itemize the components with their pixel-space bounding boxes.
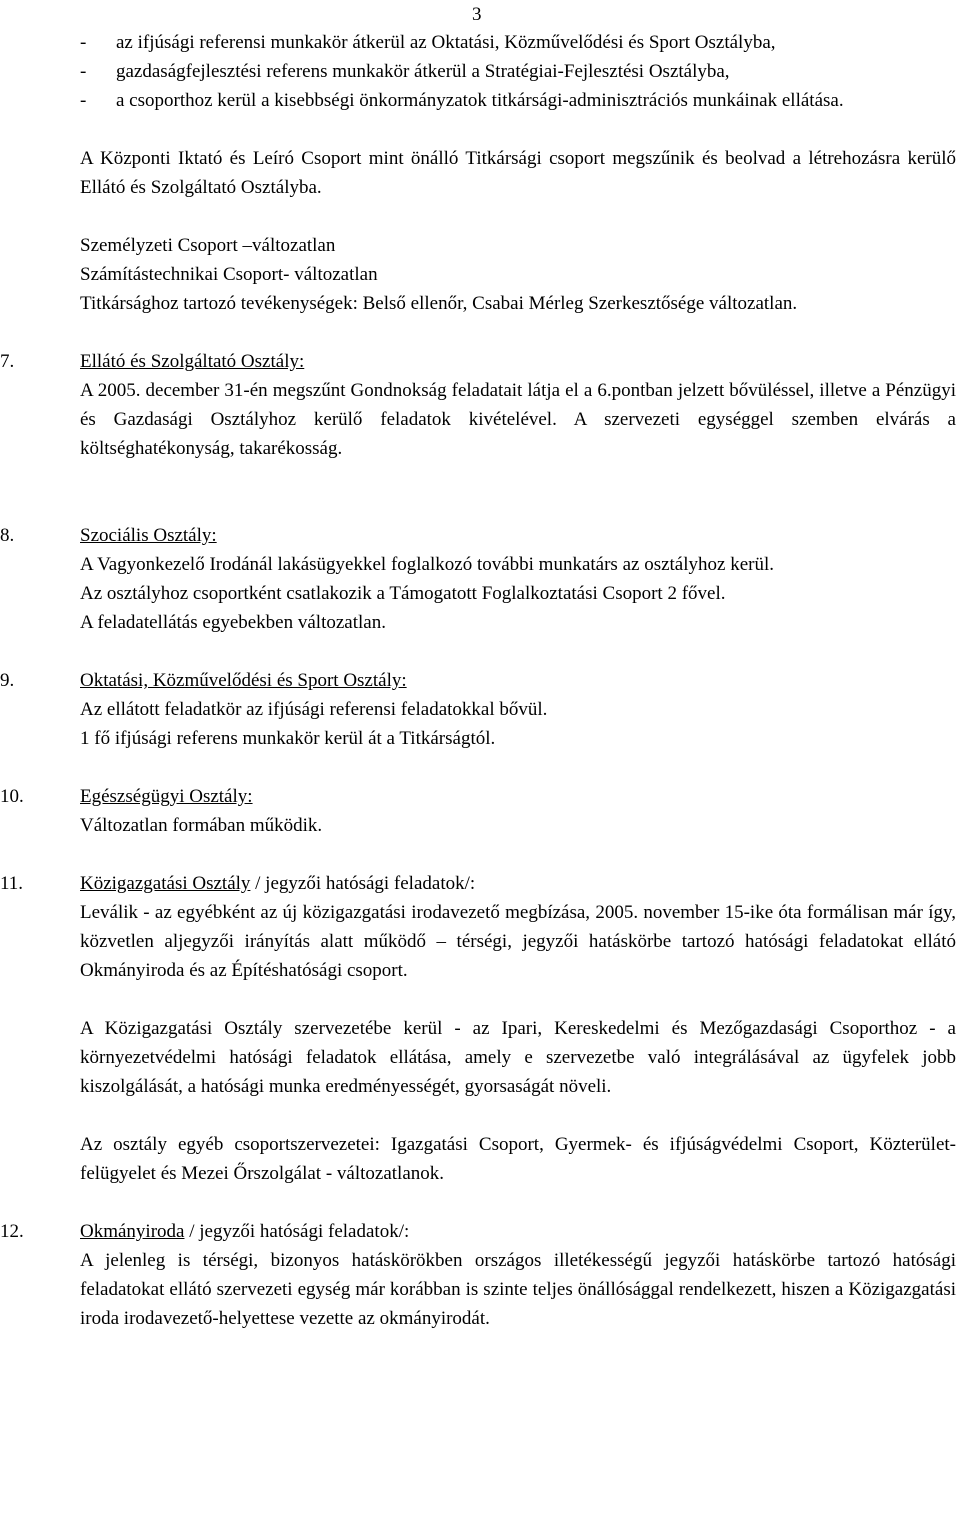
section-heading: Közigazgatási Osztály (80, 873, 251, 894)
section-paragraph: Az osztály egyéb csoportszervezetei: Igazgatási Csoport, Gyermek- és ifjúságvédelmi Csoport, Közterület-felügyelet és Mezei Őrszolgálat - változatlanok. (80, 1134, 956, 1184)
list-item-text: gazdaságfejlesztési referens munkakör átkerül a Stratégiai-Fejlesztési Osztályba, (116, 61, 730, 82)
status-szemelyzeti: Személyzeti Csoport –változatlan (80, 235, 336, 256)
list-item-text: az ifjúsági referensi munkakör átkerül az Oktatási, Közművelődési és Sport Osztályba, (116, 32, 776, 53)
page-number: 3 (472, 4, 482, 25)
section-number: 10. (0, 786, 24, 807)
section-line: Az ellátott feladatkör az ifjúsági referensi feladatokkal bővül. (80, 699, 548, 720)
section-line: Változatlan formában működik. (80, 815, 323, 836)
document-body (0, 28, 956, 1333)
status-titkarsag: Titkársághoz tartozó tevékenységek: Belső ellenőr, Csabai Mérleg Szerkesztősége változatlan. (80, 293, 798, 314)
section-12 (0, 1217, 956, 1333)
section-heading-line (80, 1217, 956, 1246)
section-heading: Egészségügyi Osztály: (80, 786, 253, 807)
paragraph-kozponti: A Központi Iktató és Leíró Csoport mint önálló Titkársági csoport megszűnik és beolvad a létrehozásra kerülő Ellátó és Szolgáltató Osztályba. (80, 148, 956, 198)
section-heading: Ellátó és Szolgáltató Osztály: (80, 351, 305, 372)
section-heading-suffix: / jegyzői hatósági feladatok/: (250, 873, 476, 894)
list-item (80, 57, 956, 86)
section-number: 11. (0, 873, 24, 894)
section-heading-suffix: / jegyzői hatósági feladatok/: (184, 1221, 410, 1242)
section-paragraph: Leválik - az egyébként az új közigazgatási irodavezető megbízása, 2005. november 15-ike óta formálisan már így, közvetlen aljegyzői irányítás alatt működő – térségi, jegyzői hatáskörbe tartozó hatósági feladatokat ellátó Okmányiroda és az Építéshatósági csoport. (80, 902, 956, 981)
section-line: 1 fő ifjúsági referens munkakör kerül át a Titkárságtól. (80, 728, 496, 749)
list-item (80, 86, 956, 115)
section-8 (0, 521, 956, 637)
status-block (80, 231, 956, 318)
section-heading: Okmányiroda (80, 1221, 185, 1242)
section-number: 12. (0, 1221, 24, 1242)
list-item-text: a csoporthoz kerül a kisebbségi önkormányzatok titkársági-adminisztrációs munkáinak ellátása. (116, 90, 844, 111)
section-heading: Oktatási, Közművelődési és Sport Osztály: (80, 670, 407, 691)
section-heading: Szociális Osztály: (80, 525, 217, 546)
section-body: A 2005. december 31-én megszűnt Gondnokság feladatait látja el a 6.pontban jelzett bővüléssel, illetve a Pénzügyi és Gazdasági Osztályhoz kerülő feladatok kivételével. A szervezeti egységgel szemben elvárás a költséghatékonyság, takarékosság. (80, 380, 956, 459)
list-dash: - (80, 61, 87, 82)
section-11 (0, 869, 956, 1188)
list-item (80, 28, 956, 57)
section-paragraph: A Közigazgatási Osztály szervezetébe kerül - az Ipari, Kereskedelmi és Mezőgazdasági Csoporthoz - a környezetvédelmi hatósági feladatok ellátása, amely e szervezetbe való integrálásával az ügyfelek jobb kiszolgálását, a hatósági munka eredményességét, gyorsaságát növeli. (80, 1018, 956, 1097)
section-7 (0, 347, 956, 463)
section-line: A Vagyonkezelő Irodánál lakásügyekkel foglalkozó további munkatárs az osztályhoz kerül. (80, 554, 774, 575)
section-heading-line (80, 869, 956, 898)
section-number: 8. (0, 525, 15, 546)
status-szamitastechnikai: Számítástechnikai Csoport- változatlan (80, 264, 378, 285)
section-paragraph: A jelenleg is térségi, bizonyos hatáskörökben országos illetékességű jegyzői hatáskörbe tartozó hatósági feladatokat ellátó szervezeti egység már korábban is szinte teljes önállósággal rendelkezett, hiszen a Közigazgatási iroda irodavezető-helyettese vezette az okmányirodát. (80, 1250, 956, 1329)
section-line: Az osztályhoz csoportként csatlakozik a Támogatott Foglalkoztatási Csoport 2 fővel. (80, 583, 726, 604)
list-dash: - (80, 32, 87, 53)
section-line: A feladatellátás egyebekben változatlan. (80, 612, 386, 633)
section-10 (0, 782, 956, 840)
section-number: 9. (0, 670, 15, 691)
list-dash: - (80, 90, 87, 111)
section-9 (0, 666, 956, 753)
section-number: 7. (0, 351, 15, 372)
